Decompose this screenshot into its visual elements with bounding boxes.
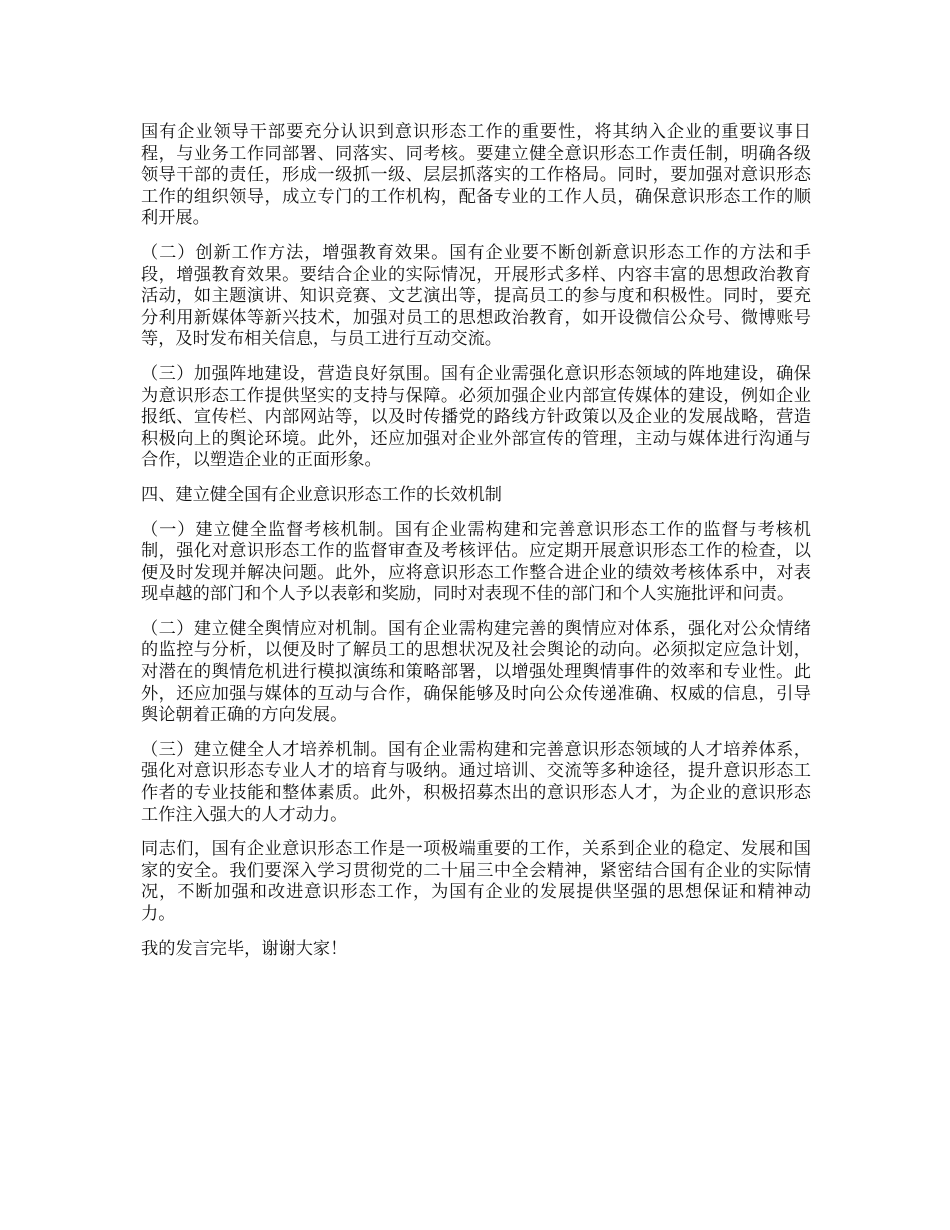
paragraph-conclusion: 同志们，国有企业意识形态工作是一项极端重要的工作，关系到企业的稳定、发展和国家的安全。我们要深入学习贯彻党的二十届三中全会精神，紧密结合国有企业的实际情况，不断加强和改进意识形态工作，为国有企业的发展提供坚强的思想保证和精神动力。 (141, 839, 811, 924)
paragraph-supervision-assessment: （一）建立健全监督考核机制。国有企业需构建和完善意识形态工作的监督与考核机制，强化对意识形态工作的监督审查及考核评估。应定期开展意识形态工作的检查，以便及时发现并解决问题。此外，应将意识形态工作整合进企业的绩效考核体系中，对表现卓越的部门和个人予以表彰和奖励，同时对表现不佳的部门和个人实施批评和问责。 (141, 519, 811, 605)
paragraph-public-opinion-response: （二）建立健全舆情应对机制。国有企业需构建完善的舆情应对体系，强化对公众情绪的监控与分析，以便及时了解员工的思想状况及社会舆论的动向。必须拟定应急计划，对潜在的舆情危机进行模拟演练和策略部署，以增强处理舆情事件的效率和专业性。此外，还应加强与媒体的互动与合作，确保能够及时向公众传递准确、权威的信息，引导舆论朝着正确的方向发展。 (141, 618, 811, 726)
paragraph-leadership-responsibility: 国有企业领导干部要充分认识到意识形态工作的重要性，将其纳入企业的重要议事日程，与业务工作同部署、同落实、同考核。要建立健全意识形态工作责任制，明确各级领导干部的责任，形成一级抓一级、层层抓落实的工作格局。同时，要加强对意识形态工作的组织领导，成立专门的工作机构，配备专业的工作人员，确保意识形态工作的顺利开展。 (141, 122, 811, 229)
paragraph-innovate-methods: （二）创新工作方法，增强教育效果。国有企业要不断创新意识形态工作的方法和手段，增强教育效果。要结合企业的实际情况，开展形式多样、内容丰富的思想政治教育活动，如主题演讲、知识竞赛、文艺演出等，提高员工的参与度和积极性。同时，要充分利用新媒体等新兴技术，加强对员工的思想政治教育，如开设微信公众号、微博账号等，及时发布相关信息，与员工进行互动交流。 (141, 242, 811, 350)
paragraph-talent-cultivation: （三）建立健全人才培养机制。国有企业需构建和完善意识形态领域的人才培养体系，强化对意识形态专业人才的培育与吸纳。通过培训、交流等多种途径，提升意识形态工作者的专业技能和整体素质。此外，积极招募杰出的意识形态人才，为企业的意识形态工作注入强大的人才动力。 (141, 739, 811, 825)
paragraph-closing-remark: 我的发言完毕，谢谢大家！ (141, 938, 348, 959)
section-heading-long-term-mechanism: 四、建立健全国有企业意识形态工作的长效机制 (141, 484, 502, 505)
document-body (141, 122, 811, 973)
paragraph-position-building: （三）加强阵地建设，营造良好氛围。国有企业需强化意识形态领域的阵地建设，确保为意识形态工作提供坚实的支持与保障。必须加强企业内部宣传媒体的建设，例如企业报纸、宣传栏、内部网站等，以及时传播党的路线方针政策以及企业的发展战略，营造积极向上的舆论环境。此外，还应加强对企业外部宣传的管理，主动与媒体进行沟通与合作，以塑造企业的正面形象。 (141, 363, 811, 471)
